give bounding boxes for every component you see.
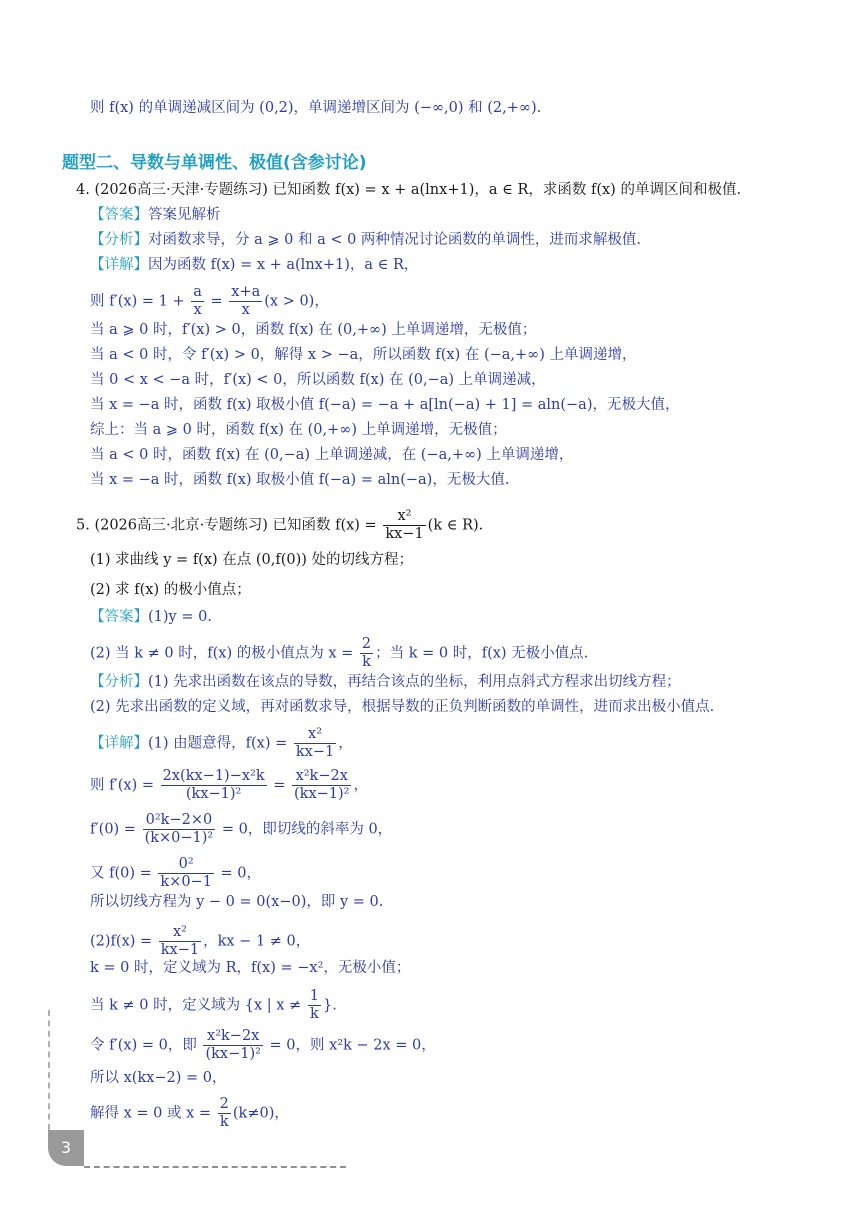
denominator: k — [310, 1006, 319, 1022]
denominator: (kx−1)² — [185, 786, 242, 802]
analysis-text: 对函数求导，分 a ⩾ 0 和 a < 0 两种情况讨论函数的单调性，进而求解极值. — [148, 232, 642, 248]
text-line — [90, 924, 310, 959]
text-line: (2) 先求出函数的定义域，再对函数求导，根据导数的正负判断函数的单调性，进而求出极小值点. — [90, 699, 715, 715]
numerator: 2 — [219, 1096, 229, 1112]
numerator: x² — [383, 508, 425, 526]
analysis-line — [90, 230, 641, 250]
text: = 0，即切线的斜率为 0， — [217, 821, 393, 838]
text: (k≠0)， — [232, 1105, 289, 1122]
text: = 0， — [215, 865, 262, 882]
fraction — [360, 636, 373, 671]
denominator: kx−1 — [295, 744, 335, 760]
text-line: 综上：当 a ⩾ 0 时，函数 f(x) 在 (0,+∞) 上单调递增，无极值； — [90, 422, 507, 438]
text: (x > 0)， — [264, 293, 329, 310]
answer-tag: 【答案】 — [90, 609, 148, 625]
text: 当 k ≠ 0 时，定义域为 — [90, 997, 245, 1014]
denominator: kx−1 — [385, 526, 424, 542]
numerator: 2x(kx−1)−x²k — [162, 768, 265, 784]
text: 解得 x = 0 或 x = — [90, 1105, 216, 1122]
problem-5-statement — [76, 508, 483, 543]
problem-4-statement: 4. (2026高三·天津·专题练习) 已知函数 f(x) = x + a(lnx+1)，a ∈ R，求函数 f(x) 的单调区间和极值. — [76, 182, 742, 198]
analysis-text: (1) 先求出函数在该点的导数，再结合该点的坐标，利用点斜式方程求出切线方程； — [148, 674, 681, 690]
text-line: 所以 x(kx−2) = 0， — [90, 1070, 227, 1086]
text: = 0，则 x²k − 2x = 0， — [264, 1037, 436, 1054]
derivative-line — [90, 284, 329, 319]
text-line: 当 x = −a 时，函数 f(x) 取极小值 f(−a) = −a + a[ln(−a) + 1] = aln(−a)，无极大值， — [90, 397, 680, 413]
text: ；当 k = 0 时，f(x) 无极小值点. — [375, 645, 589, 662]
fraction — [161, 768, 267, 803]
text-line — [90, 1028, 436, 1063]
text-line: 则 f(x) 的单调递减区间为 (0,2)，单调递增区间为 (−∞,0) 和 (2,+∞). — [90, 100, 542, 116]
text: {x | x ≠ — [244, 997, 306, 1014]
fraction — [191, 284, 204, 319]
sub-question-1: (1) 求曲线 y = f(x) 在点 (0,f(0)) 处的切线方程； — [90, 552, 414, 568]
text-line: 当 a < 0 时，函数 f(x) 在 (0,−a) 上单调递减，在 (−a,+∞) 上单调递增， — [90, 447, 574, 463]
detail-tag: 【详解】 — [90, 257, 148, 273]
numerator: a — [193, 284, 202, 300]
page-border-dashed-vertical — [48, 1010, 50, 1130]
answer-line-2 — [90, 636, 588, 671]
fraction — [203, 1028, 262, 1063]
denominator: (kx−1)² — [205, 1046, 261, 1062]
denominator: k — [219, 1114, 229, 1130]
fraction — [308, 988, 321, 1023]
fraction — [143, 812, 216, 847]
numerator: 1 — [309, 988, 320, 1004]
fraction — [294, 726, 336, 761]
page-border-dashed-horizontal — [84, 1166, 346, 1168]
fraction — [159, 924, 201, 959]
answer-text: (1)y = 0. — [148, 609, 212, 625]
text-line — [90, 812, 392, 847]
fraction — [383, 508, 425, 543]
text: (2) 当 k ≠ 0 时，f(x) 的极小值点为 x = — [90, 645, 358, 662]
text: ， — [353, 777, 368, 794]
fraction — [292, 768, 351, 803]
text: (k ∈ R). — [427, 517, 484, 534]
analysis-tag: 【分析】 — [90, 674, 148, 690]
text: = — [268, 777, 290, 794]
text-line — [90, 988, 337, 1023]
analysis-tag: 【分析】 — [90, 232, 148, 248]
denominator: (kx−1)² — [294, 786, 350, 802]
fraction — [158, 856, 214, 891]
answer-line — [90, 205, 221, 225]
text-line: 当 a < 0 时，令 f′(x) > 0，解得 x > −a，所以函数 f(x) 在 (−a,+∞) 上单调递增， — [90, 347, 637, 363]
answer-line — [90, 607, 212, 627]
numerator: x+a — [231, 284, 261, 300]
text-line: k = 0 时，定义域为 R，f(x) = −x²，无极小值； — [90, 960, 411, 976]
denominator: (k×0−1)² — [144, 830, 214, 846]
text: (2)f(x) = — [90, 933, 157, 950]
fraction — [229, 284, 262, 319]
text: (1) 由题意得，f(x) = — [148, 735, 292, 752]
numerator: x²k−2x — [292, 768, 351, 786]
denominator: k — [362, 654, 371, 670]
text: 则 f′(x) = 1 + — [90, 293, 190, 310]
text: = — [205, 293, 228, 310]
text: f′(0) = — [90, 821, 141, 838]
detail-text: 因为函数 f(x) = x + a(lnx+1)，a ∈ R， — [148, 257, 419, 273]
text: 5. (2026高三·北京·专题练习) 已知函数 f(x) = — [76, 517, 382, 534]
sub-question-2: (2) 求 f(x) 的极小值点； — [90, 582, 251, 598]
analysis-line — [90, 672, 681, 692]
denominator: kx−1 — [160, 942, 200, 958]
numerator: 0² — [158, 856, 214, 874]
numerator: 0²k−2×0 — [143, 812, 216, 830]
numerator: x² — [294, 726, 336, 744]
answer-tag: 【答案】 — [90, 207, 148, 223]
text-line: 当 x = −a 时，函数 f(x) 取极小值 f(−a) = aln(−a)，无极大值. — [90, 472, 510, 488]
text: 又 f(0) = — [90, 865, 157, 882]
text: ， — [338, 735, 353, 752]
detail-tag: 【详解】 — [90, 735, 148, 752]
denominator: k×0−1 — [160, 874, 212, 890]
numerator: x²k−2x — [203, 1028, 262, 1046]
text: 则 f′(x) = — [90, 777, 159, 794]
text: }. — [323, 997, 337, 1014]
denominator: x — [193, 302, 202, 318]
text-line — [90, 856, 261, 891]
page-number: 3 — [48, 1130, 84, 1166]
fraction — [218, 1096, 231, 1131]
text-line: 当 a ⩾ 0 时，f′(x) > 0，函数 f(x) 在 (0,+∞) 上单调递增，无极值； — [90, 322, 537, 338]
derivative-line — [90, 768, 368, 803]
text-line: 所以切线方程为 y − 0 = 0(x−0)，即 y = 0. — [90, 894, 384, 910]
detail-line — [90, 726, 353, 761]
detail-line — [90, 255, 418, 275]
text-line: 当 0 < x < −a 时，f′(x) < 0，所以函数 f(x) 在 (0,−a) 上单调递减， — [90, 372, 546, 388]
numerator: 2 — [361, 636, 372, 652]
text-line — [90, 1096, 289, 1131]
text: ，kx − 1 ≠ 0， — [203, 933, 311, 950]
answer-text: 答案见解析 — [148, 207, 221, 223]
denominator: x — [241, 302, 250, 318]
numerator: x² — [159, 924, 201, 942]
text: 令 f′(x) = 0，即 — [90, 1037, 202, 1054]
section-title: 题型二、导数与单调性、极值(含参讨论) — [62, 153, 367, 173]
